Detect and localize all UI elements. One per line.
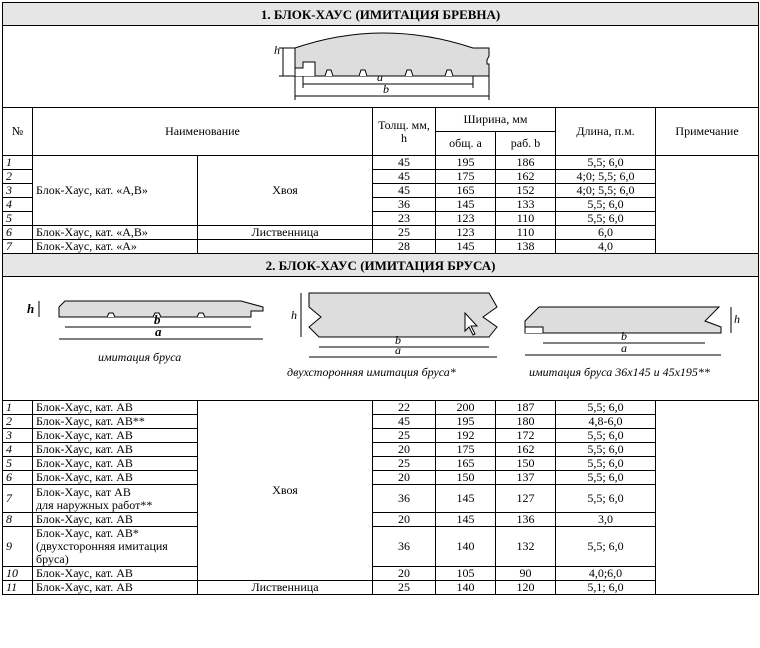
- cell-width-total: 192: [436, 429, 496, 443]
- cell-length: 4;0; 5,5; 6,0: [556, 170, 656, 184]
- beam-mid-b-label: b: [395, 333, 401, 347]
- cell-thickness: 25: [373, 457, 436, 471]
- cell-length: 5,5; 6,0: [556, 485, 656, 513]
- cell-thickness: 36: [373, 198, 436, 212]
- row-number: 2: [3, 415, 33, 429]
- section2-title: 2. БЛОК-ХАУС (ИМИТАЦИЯ БРУСА): [3, 254, 759, 277]
- header-num: №: [3, 108, 33, 156]
- cell-length: 5,1; 6,0: [556, 581, 656, 595]
- section1-title: 1. БЛОК-ХАУС (ИМИТАЦИЯ БРЕВНА): [3, 3, 759, 26]
- cell-width-total: 145: [436, 240, 496, 254]
- section1-drawing-cell: [3, 26, 759, 108]
- header-length: Длина, п.м.: [556, 108, 656, 156]
- cell-length: 4;0; 5,5; 6,0: [556, 184, 656, 198]
- cell-width-total: 200: [436, 401, 496, 415]
- row-name: Блок-Хаус, кат. АВ: [33, 457, 198, 471]
- cell-thickness: 28: [373, 240, 436, 254]
- header-width-total: общ. a: [436, 132, 496, 156]
- row-name-line2: (двухсторонняя имитация бруса): [36, 539, 168, 566]
- row-number: 10: [3, 567, 33, 581]
- cell-width-total: 145: [436, 198, 496, 212]
- row-name: Блок-Хаус, кат. «А,В»: [33, 226, 198, 240]
- caption-left: имитация бруса: [98, 350, 182, 364]
- row-number: 6: [3, 226, 33, 240]
- cell-width-work: 150: [496, 457, 556, 471]
- row-name: Блок-Хаус, кат. «А,В»: [33, 156, 198, 226]
- cell-width-work: 110: [496, 212, 556, 226]
- header-note: Примечание: [656, 108, 759, 156]
- cell-width-work: 172: [496, 429, 556, 443]
- cell-length: 5,5; 6,0: [556, 156, 656, 170]
- cell-thickness: 20: [373, 513, 436, 527]
- cell-width-total: 165: [436, 457, 496, 471]
- table-row: [3, 513, 759, 527]
- cell-width-work: 127: [496, 485, 556, 513]
- beam-mid-h-label: h: [291, 308, 297, 322]
- cell-thickness: 23: [373, 212, 436, 226]
- header-name: Наименование: [33, 108, 373, 156]
- row-number: 5: [3, 212, 33, 226]
- table-row: [3, 429, 759, 443]
- row-number: 4: [3, 198, 33, 212]
- cell-width-work: 162: [496, 443, 556, 457]
- cell-thickness: 45: [373, 184, 436, 198]
- cell-width-total: 165: [436, 184, 496, 198]
- cell-length: 5,5; 6,0: [556, 401, 656, 415]
- cell-thickness: 22: [373, 401, 436, 415]
- cell-thickness: 25: [373, 429, 436, 443]
- cell-width-work: 133: [496, 198, 556, 212]
- cell-note: [656, 401, 759, 595]
- a-label: a: [377, 70, 383, 84]
- row-name: [33, 527, 198, 567]
- table-row: [3, 226, 759, 240]
- beam-profiles-drawing: [3, 277, 757, 397]
- row-name: [33, 485, 198, 513]
- table-row: [3, 415, 759, 429]
- cell-width-total: 175: [436, 443, 496, 457]
- table-row: [3, 471, 759, 485]
- cell-length: 5,5; 6,0: [556, 471, 656, 485]
- cell-width-work: 137: [496, 471, 556, 485]
- cell-width-total: 150: [436, 471, 496, 485]
- header-width-work: раб. b: [496, 132, 556, 156]
- row-number: 3: [3, 184, 33, 198]
- row-name-line1: Блок-Хаус, кат. АВ*: [36, 526, 139, 540]
- cell-width-work: 136: [496, 513, 556, 527]
- beam-profile-right: [525, 307, 740, 379]
- row-species: Хвоя: [198, 156, 373, 226]
- table-row: [3, 443, 759, 457]
- product-table: [2, 2, 759, 595]
- row-number: 3: [3, 429, 33, 443]
- beam-left-h-label: h: [27, 301, 35, 316]
- row-name: Блок-Хаус, кат. АВ: [33, 567, 198, 581]
- table-row: [3, 485, 759, 513]
- beam-mid-a-label: a: [395, 343, 401, 357]
- row-number: 1: [3, 156, 33, 170]
- row-number: 2: [3, 170, 33, 184]
- cell-thickness: 45: [373, 415, 436, 429]
- cell-length: 5,5; 6,0: [556, 198, 656, 212]
- row-number: 9: [3, 527, 33, 567]
- cell-width-total: 140: [436, 581, 496, 595]
- beam-left-a-label: a: [155, 324, 162, 339]
- cell-length: 6,0: [556, 226, 656, 240]
- cell-width-total: 140: [436, 527, 496, 567]
- caption-mid: двухсторонняя имитация бруса*: [287, 365, 456, 379]
- caption-right: имитация бруса 36х145 и 45х195**: [529, 365, 710, 379]
- cell-thickness: 25: [373, 581, 436, 595]
- cell-width-work: 180: [496, 415, 556, 429]
- row-name: Блок-Хаус, кат. АВ: [33, 513, 198, 527]
- table-row: [3, 457, 759, 471]
- row-number: 11: [3, 581, 33, 595]
- b-label: b: [383, 82, 389, 96]
- beam-right-b-label: b: [621, 329, 627, 343]
- row-number: 6: [3, 471, 33, 485]
- beam-right-h-label: h: [734, 312, 740, 326]
- cell-length: 4,0: [556, 240, 656, 254]
- cell-width-work: 110: [496, 226, 556, 240]
- cell-thickness: 36: [373, 527, 436, 567]
- row-name: Блок-Хаус, кат. АВ: [33, 471, 198, 485]
- cell-thickness: 36: [373, 485, 436, 513]
- row-number: 8: [3, 513, 33, 527]
- cell-width-total: 123: [436, 226, 496, 240]
- cell-length: 4,8-6,0: [556, 415, 656, 429]
- cell-width-work: 90: [496, 567, 556, 581]
- cell-thickness: 20: [373, 567, 436, 581]
- row-name-line2: для наружных работ**: [36, 497, 153, 512]
- cell-length: 5,5; 6,0: [556, 457, 656, 471]
- header-width: Ширина, мм: [436, 108, 556, 132]
- row-name: Блок-Хаус, кат. АВ: [33, 443, 198, 457]
- cell-thickness: 25: [373, 226, 436, 240]
- h-label: h: [274, 43, 280, 57]
- cell-width-work: 152: [496, 184, 556, 198]
- row-name: Блок-Хаус, кат. АВ: [33, 429, 198, 443]
- cell-length: 4,0;6,0: [556, 567, 656, 581]
- cell-thickness: 45: [373, 170, 436, 184]
- cell-thickness: 45: [373, 156, 436, 170]
- row-number: 5: [3, 457, 33, 471]
- cell-length: 5,5; 6,0: [556, 212, 656, 226]
- cell-width-total: 145: [436, 485, 496, 513]
- cell-width-total: 123: [436, 212, 496, 226]
- row-name-line1: Блок-Хаус, кат АВ: [36, 484, 131, 499]
- cell-width-work: 138: [496, 240, 556, 254]
- beam-profile-mid: [287, 293, 497, 379]
- beam-right-a-label: a: [621, 341, 627, 355]
- table-row: [3, 581, 759, 595]
- cell-length: 5,5; 6,0: [556, 429, 656, 443]
- row-number: 7: [3, 240, 33, 254]
- cell-width-work: 187: [496, 401, 556, 415]
- row-species: Хвоя: [198, 401, 373, 581]
- table-row: [3, 156, 759, 170]
- cell-length: 5,5; 6,0: [556, 443, 656, 457]
- table-row: [3, 240, 759, 254]
- cell-width-work: 162: [496, 170, 556, 184]
- cell-width-total: 145: [436, 513, 496, 527]
- cell-length: 3,0: [556, 513, 656, 527]
- cell-thickness: 20: [373, 443, 436, 457]
- header-thickness: Толщ. мм, h: [373, 108, 436, 156]
- cell-width-work: 186: [496, 156, 556, 170]
- row-number: 7: [3, 485, 33, 513]
- cell-length: 5,5; 6,0: [556, 527, 656, 567]
- cell-width-total: 175: [436, 170, 496, 184]
- row-name: Блок-Хаус, кат. «А»: [33, 240, 198, 254]
- cell-thickness: 20: [373, 471, 436, 485]
- cell-width-total: 195: [436, 156, 496, 170]
- cell-width-total: 195: [436, 415, 496, 429]
- row-name: Блок-Хаус, кат. АВ: [33, 581, 198, 595]
- log-profile-shape: [295, 33, 489, 76]
- beam-profile-left: [27, 301, 263, 364]
- row-species: [198, 240, 373, 254]
- cell-width-total: 105: [436, 567, 496, 581]
- cell-width-work: 132: [496, 527, 556, 567]
- beam-left-b-label: b: [154, 312, 161, 327]
- row-species: Лиственница: [198, 581, 373, 595]
- table-row: [3, 401, 759, 415]
- row-name: Блок-Хаус, кат. АВ: [33, 401, 198, 415]
- row-species: Лиственница: [198, 226, 373, 240]
- row-number: 1: [3, 401, 33, 415]
- log-profile-drawing: [3, 26, 757, 104]
- table-row: [3, 567, 759, 581]
- cell-note: [656, 156, 759, 254]
- row-name: Блок-Хаус, кат. АВ**: [33, 415, 198, 429]
- cell-width-work: 120: [496, 581, 556, 595]
- section2-drawing-cell: [3, 277, 759, 401]
- row-number: 4: [3, 443, 33, 457]
- table-row: [3, 527, 759, 567]
